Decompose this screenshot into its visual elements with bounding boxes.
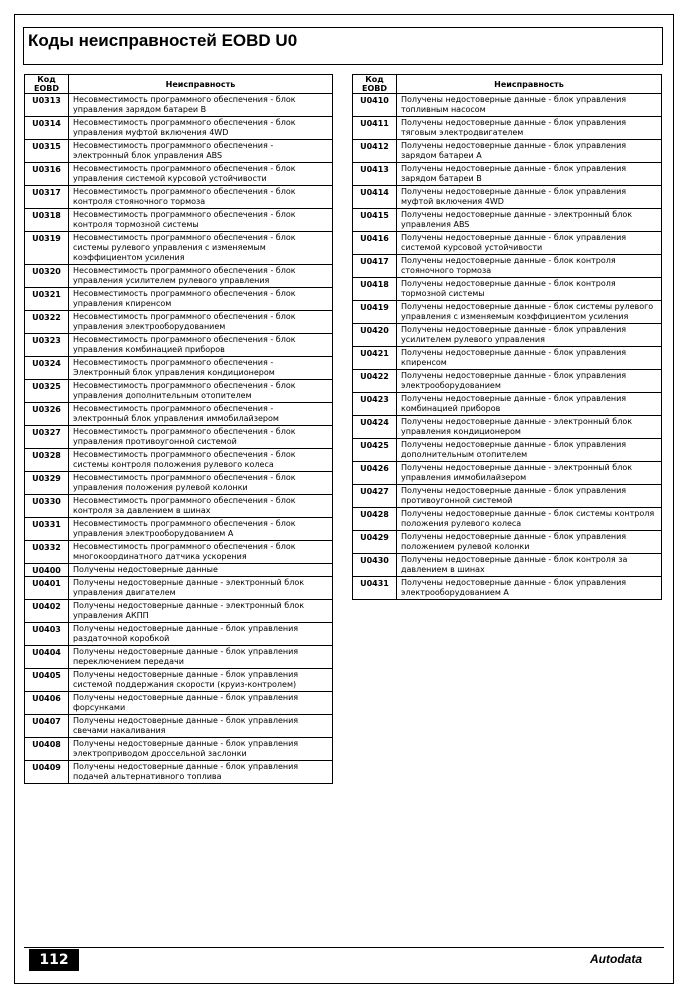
fault-description: Получены недостоверные данные - блок управления зарядом батареи A	[397, 140, 662, 163]
fault-code: U0422	[353, 370, 397, 393]
fault-code: U0414	[353, 186, 397, 209]
fault-description: Получены недостоверные данные - блок управления электрооборудованием	[397, 370, 662, 393]
header-code: Код EOBD	[25, 75, 69, 94]
fault-code: U0417	[353, 255, 397, 278]
table-row	[25, 715, 333, 738]
table-row	[25, 426, 333, 449]
table-row	[25, 449, 333, 472]
fault-code: U0402	[25, 600, 69, 623]
table-row	[25, 495, 333, 518]
table-row	[25, 623, 333, 646]
fault-code: U0431	[353, 577, 397, 600]
table-row	[25, 380, 333, 403]
fault-description: Несовместимость программного обеспечения - блок многокоординатного датчика ускорения	[69, 541, 333, 564]
fault-code: U0407	[25, 715, 69, 738]
fault-code: U0416	[353, 232, 397, 255]
fault-code: U0428	[353, 508, 397, 531]
fault-code: U0410	[353, 94, 397, 117]
fault-description: Получены недостоверные данные - блок управления комбинацией приборов	[397, 393, 662, 416]
table-row	[353, 439, 662, 462]
fault-code: U0313	[25, 94, 69, 117]
table-row	[353, 508, 662, 531]
fault-description: Получены недостоверные данные - блок управления электроприводом дроссельной заслонки	[69, 738, 333, 761]
table-row	[25, 94, 333, 117]
fault-code-table-right	[352, 74, 662, 600]
fault-code: U0328	[25, 449, 69, 472]
table-header-row	[353, 75, 662, 94]
fault-description: Несовместимость программного обеспечения - электронный блок управления ABS	[69, 140, 333, 163]
fault-code: U0320	[25, 265, 69, 288]
table-row	[25, 472, 333, 495]
fault-code: U0424	[353, 416, 397, 439]
fault-description: Получены недостоверные данные - блок управления электрооборудованием A	[397, 577, 662, 600]
table-header-row	[25, 75, 333, 94]
fault-description: Получены недостоверные данные - блок управления противоугонной системой	[397, 485, 662, 508]
fault-code: U0429	[353, 531, 397, 554]
fault-description: Несовместимость программного обеспечения - блок управления кпиренсом	[69, 288, 333, 311]
table-row	[25, 117, 333, 140]
table-row	[25, 669, 333, 692]
fault-description: Несовместимость программного обеспечения - Электронный блок управления кондиционером	[69, 357, 333, 380]
fault-description: Несовместимость программного обеспечения - блок контроля за давлением в шинах	[69, 495, 333, 518]
fault-description: Несовместимость программного обеспечения - блок управления противоугонной системой	[69, 426, 333, 449]
table-row	[25, 646, 333, 669]
table-row	[25, 311, 333, 334]
table-row	[353, 554, 662, 577]
fault-description: Получены недостоверные данные	[69, 564, 333, 577]
header-description: Неисправность	[69, 75, 333, 94]
fault-description: Получены недостоверные данные - блок управления дополнительным отопителем	[397, 439, 662, 462]
table-row	[353, 301, 662, 324]
fault-code-table-left	[24, 74, 333, 784]
fault-description: Получены недостоверные данные - блок управления усилителем рулевого управления	[397, 324, 662, 347]
table-row	[25, 288, 333, 311]
table-row	[353, 324, 662, 347]
fault-code: U0409	[25, 761, 69, 784]
fault-description: Получены недостоверные данные - блок контроля за давлением в шинах	[397, 554, 662, 577]
fault-code: U0316	[25, 163, 69, 186]
page-title: Коды неисправностей EOBD U0	[28, 31, 298, 50]
fault-code: U0400	[25, 564, 69, 577]
table-row	[353, 232, 662, 255]
fault-code: U0419	[353, 301, 397, 324]
table-row	[25, 232, 333, 265]
fault-description: Получены недостоверные данные - электронный блок управления двигателем	[69, 577, 333, 600]
fault-description: Получены недостоверные данные - блок управления зарядом батареи B	[397, 163, 662, 186]
fault-description: Получены недостоверные данные - блок управления топливным насосом	[397, 94, 662, 117]
table-row	[25, 403, 333, 426]
header-description: Неисправность	[397, 75, 662, 94]
fault-code: U0331	[25, 518, 69, 541]
fault-description: Получены недостоверные данные - блок системы контроля положения рулевого колеса	[397, 508, 662, 531]
table-row	[353, 140, 662, 163]
table-row	[25, 600, 333, 623]
fault-code: U0427	[353, 485, 397, 508]
fault-description: Получены недостоверные данные - блок управления тяговым электродвигателем	[397, 117, 662, 140]
fault-description: Получены недостоверные данные - электронный блок управления ABS	[397, 209, 662, 232]
fault-code: U0404	[25, 646, 69, 669]
fault-description: Несовместимость программного обеспечения - блок системы контроля положения рулевого колеса	[69, 449, 333, 472]
fault-code: U0412	[353, 140, 397, 163]
table-row	[25, 186, 333, 209]
table-row	[25, 692, 333, 715]
fault-description: Получены недостоверные данные - блок управления переключением передачи	[69, 646, 333, 669]
fault-code: U0423	[353, 393, 397, 416]
fault-code: U0401	[25, 577, 69, 600]
fault-description: Несовместимость программного обеспечения - блок управления дополнительным отопителем	[69, 380, 333, 403]
fault-description: Несовместимость программного обеспечения - блок контроля стояночного тормоза	[69, 186, 333, 209]
fault-code: U0430	[353, 554, 397, 577]
fault-code: U0324	[25, 357, 69, 380]
fault-code: U0406	[25, 692, 69, 715]
fault-description: Несовместимость программного обеспечения - блок управления системой курсовой устойчивости	[69, 163, 333, 186]
table-row	[25, 564, 333, 577]
fault-code: U0405	[25, 669, 69, 692]
fault-code: U0326	[25, 403, 69, 426]
table-row	[25, 357, 333, 380]
fault-code: U0329	[25, 472, 69, 495]
fault-description: Получены недостоверные данные - блок управления кпиренсом	[397, 347, 662, 370]
fault-code: U0317	[25, 186, 69, 209]
fault-code: U0322	[25, 311, 69, 334]
table-row	[25, 163, 333, 186]
table-row	[353, 255, 662, 278]
fault-description: Получены недостоверные данные - электронный блок управления кондиционером	[397, 416, 662, 439]
fault-code: U0411	[353, 117, 397, 140]
table-row	[353, 347, 662, 370]
fault-description: Несовместимость программного обеспечения - блок управления электрооборудованием	[69, 311, 333, 334]
table-row	[353, 393, 662, 416]
table-row	[25, 265, 333, 288]
fault-description: Несовместимость программного обеспечения - блок управления комбинацией приборов	[69, 334, 333, 357]
fault-code: U0327	[25, 426, 69, 449]
table-row	[25, 140, 333, 163]
fault-description: Получены недостоверные данные - блок управления системой курсовой устойчивости	[397, 232, 662, 255]
fault-code: U0314	[25, 117, 69, 140]
fault-code: U0426	[353, 462, 397, 485]
fault-code: U0413	[353, 163, 397, 186]
table-row	[25, 209, 333, 232]
table-row	[353, 577, 662, 600]
table-row	[353, 209, 662, 232]
fault-description: Получены недостоверные данные - блок управления форсунками	[69, 692, 333, 715]
fault-code: U0418	[353, 278, 397, 301]
table-row	[25, 738, 333, 761]
fault-description: Получены недостоверные данные - блок управления раздаточной коробкой	[69, 623, 333, 646]
fault-description: Несовместимость программного обеспечения - блок управления положения рулевой колонки	[69, 472, 333, 495]
fault-description: Получены недостоверные данные - блок управления муфтой включения 4WD	[397, 186, 662, 209]
fault-description: Получены недостоверные данные - блок управления системой поддержания скорости (круиз-контролем)	[69, 669, 333, 692]
table-row	[25, 761, 333, 784]
fault-description: Несовместимость программного обеспечения - блок управления усилителем рулевого управления	[69, 265, 333, 288]
fault-code: U0319	[25, 232, 69, 265]
fault-description: Несовместимость программного обеспечения - блок системы рулевого управления с изменяемым коэффициентом усиления	[69, 232, 333, 265]
table-row	[353, 186, 662, 209]
fault-description: Несовместимость программного обеспечения - блок контроля тормозной системы	[69, 209, 333, 232]
fault-code: U0421	[353, 347, 397, 370]
table-row	[353, 485, 662, 508]
footer-rule	[24, 947, 664, 948]
fault-description: Получены недостоверные данные - блок системы рулевого управления с изменяемым коэффициентом усиления	[397, 301, 662, 324]
table-row	[353, 462, 662, 485]
table-row	[353, 163, 662, 186]
fault-description: Получены недостоверные данные - блок контроля тормозной системы	[397, 278, 662, 301]
fault-code: U0425	[353, 439, 397, 462]
fault-description: Несовместимость программного обеспечения - блок управления муфтой включения 4WD	[69, 117, 333, 140]
fault-code: U0330	[25, 495, 69, 518]
fault-description: Несовместимость программного обеспечения - блок управления электрооборудованием A	[69, 518, 333, 541]
fault-code: U0403	[25, 623, 69, 646]
fault-code: U0408	[25, 738, 69, 761]
table-row	[353, 370, 662, 393]
table-row	[25, 541, 333, 564]
table-row	[25, 518, 333, 541]
fault-description: Получены недостоверные данные - электронный блок управления АКПП	[69, 600, 333, 623]
fault-description: Несовместимость программного обеспечения - блок управления зарядом батареи B	[69, 94, 333, 117]
brand-logo: Autodata	[590, 952, 642, 966]
table-row	[25, 577, 333, 600]
fault-code: U0323	[25, 334, 69, 357]
fault-description: Получены недостоверные данные - блок управления подачей альтернативного топлива	[69, 761, 333, 784]
fault-code: U0325	[25, 380, 69, 403]
table-row	[353, 94, 662, 117]
fault-code: U0415	[353, 209, 397, 232]
fault-description: Несовместимость программного обеспечения - электронный блок управления иммобилайзером	[69, 403, 333, 426]
table-row	[353, 531, 662, 554]
fault-code: U0318	[25, 209, 69, 232]
fault-code: U0315	[25, 140, 69, 163]
fault-description: Получены недостоверные данные - блок управления положением рулевой колонки	[397, 531, 662, 554]
table-row	[353, 117, 662, 140]
fault-code: U0420	[353, 324, 397, 347]
fault-code: U0332	[25, 541, 69, 564]
fault-description: Получены недостоверные данные - блок управления свечами накаливания	[69, 715, 333, 738]
fault-description: Получены недостоверные данные - электронный блок управления иммобилайзером	[397, 462, 662, 485]
table-row	[25, 334, 333, 357]
page-number: 112	[29, 949, 79, 971]
header-code: Код EOBD	[353, 75, 397, 94]
fault-code: U0321	[25, 288, 69, 311]
fault-description: Получены недостоверные данные - блок контроля стояночного тормоза	[397, 255, 662, 278]
table-row	[353, 278, 662, 301]
table-row	[353, 416, 662, 439]
